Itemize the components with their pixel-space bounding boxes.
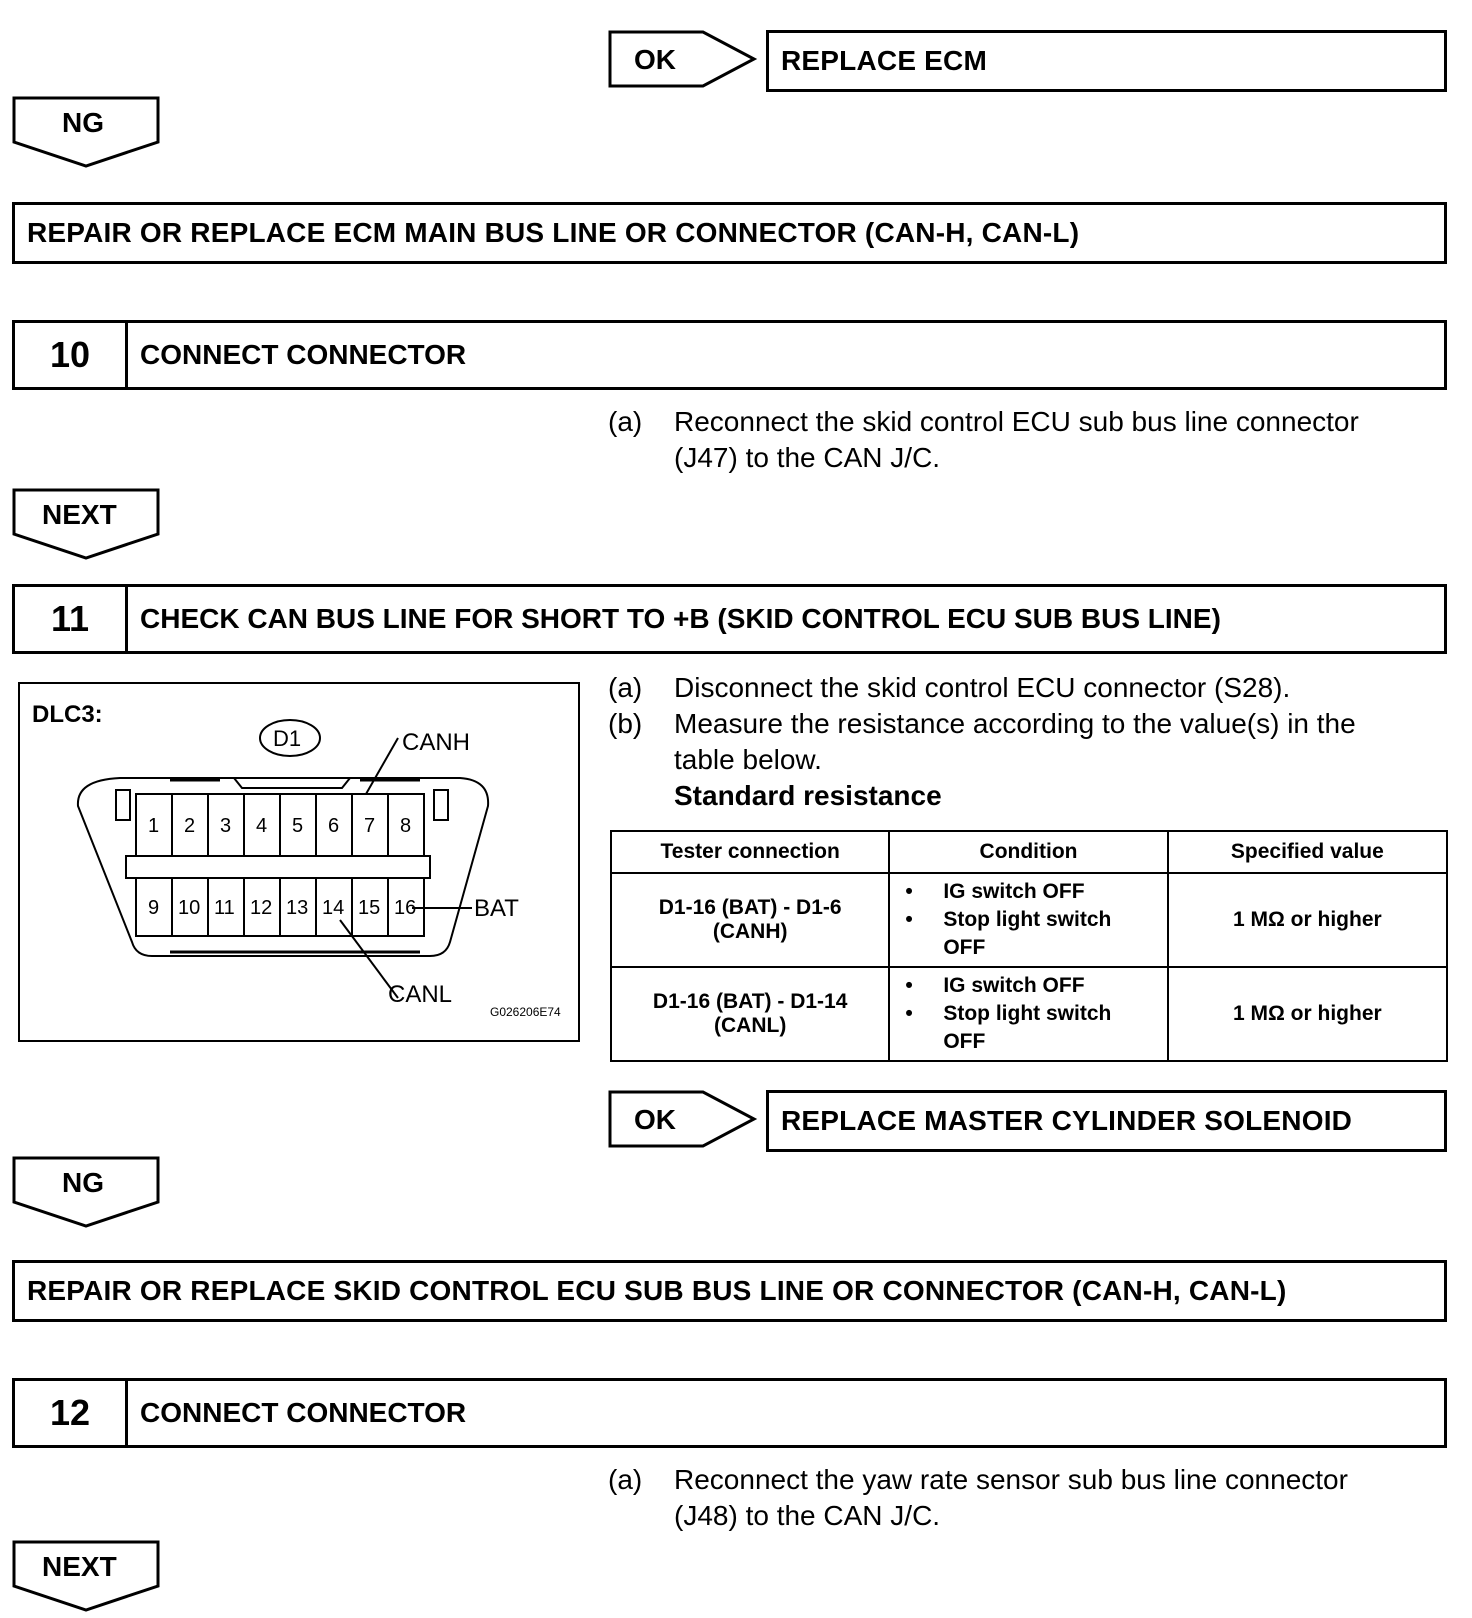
step-12-number: 12 [15, 1381, 128, 1445]
top-pin-row [136, 794, 424, 856]
replace-ecm-box [766, 30, 1447, 92]
condition-item: • IG switch OFF [891, 972, 1165, 1000]
step-10-number: 10 [15, 323, 128, 387]
instruction-label: (a) [608, 672, 643, 703]
header-tester-connection: Tester connection [611, 831, 889, 873]
instruction-item [608, 404, 1448, 476]
connector-center-bar [126, 856, 430, 878]
instruction-line: (J48) to the CAN J/C. [674, 1500, 941, 1531]
cell-specified-value: 1 MΩ or higher [1168, 967, 1447, 1061]
pin-label: 3 [220, 815, 232, 837]
left-latch [116, 790, 130, 820]
cell-condition [889, 967, 1167, 1061]
bottom-pin-row [136, 878, 424, 936]
instruction-label: (b) [608, 708, 643, 739]
pin-label: 11 [214, 897, 235, 919]
condition-item: • IG switch OFF [891, 878, 1165, 906]
pin-label: 16 [394, 897, 417, 919]
instruction-label: (a) [608, 1464, 643, 1495]
step-11-title: CHECK CAN BUS LINE FOR SHORT TO +B (SKID CONTROL ECU SUB BUS LINE) [140, 603, 1221, 634]
table-row [611, 873, 1447, 967]
next-arrow-step12 [12, 1540, 162, 1612]
instruction-line: Disconnect the skid control ECU connector (S28). [674, 672, 1291, 703]
cell-condition [889, 873, 1167, 967]
resistance-table [610, 830, 1448, 1062]
step-11-header [12, 584, 1447, 654]
pin-label: 12 [250, 897, 273, 919]
instruction-line: Reconnect the skid control ECU sub bus line connector [674, 406, 1359, 437]
pin-label: 1 [148, 815, 160, 837]
pin-label: 9 [148, 897, 160, 919]
step-10-instructions [608, 404, 1448, 476]
step-11-number: 11 [15, 587, 128, 651]
pin-label: 6 [328, 815, 340, 837]
pin-label: 13 [286, 897, 309, 919]
ok-arrow-step9 [608, 30, 758, 88]
bat-label: BAT [474, 895, 519, 922]
pin-label: 10 [178, 897, 201, 919]
step-12-instructions [608, 1462, 1448, 1534]
pin-label: 14 [322, 897, 345, 919]
right-latch [434, 790, 448, 820]
condition-item: • Stop light switch OFF [891, 906, 1165, 962]
canh-label: CANH [402, 729, 471, 756]
pin-label: 4 [256, 815, 268, 837]
repair-ecm-bus-text: REPAIR OR REPLACE ECM MAIN BUS LINE OR CONNECTOR (CAN-H, CAN-L) [27, 217, 1080, 248]
dlc3-diagram [18, 682, 580, 1042]
pin-label: 2 [184, 815, 196, 837]
next-arrow-step10 [12, 488, 162, 560]
ng-arrow-step9 [12, 96, 162, 168]
instruction-item [608, 670, 1448, 706]
step-10-header [12, 320, 1447, 390]
table-row [611, 967, 1447, 1061]
replace-master-cylinder-text: REPLACE MASTER CYLINDER SOLENOID [781, 1105, 1353, 1136]
ng-arrow-step11 [12, 1156, 162, 1228]
repair-skid-bus-box [12, 1260, 1447, 1322]
canl-label: CANL [388, 981, 453, 1008]
dlc3-title: DLC3: [32, 701, 103, 728]
table-header-row [611, 831, 1447, 873]
ok-arrow-label: OK [634, 1104, 676, 1135]
next-arrow-label: NEXT [42, 1551, 117, 1582]
instruction-item [608, 1462, 1448, 1534]
ng-arrow-label: NG [62, 1167, 104, 1198]
instruction-line: Measure the resistance according to the value(s) in the [674, 708, 1356, 739]
next-arrow-label: NEXT [42, 499, 117, 530]
instruction-item [608, 706, 1448, 814]
header-condition: Condition [889, 831, 1167, 873]
pin-label: 8 [400, 815, 412, 837]
connector-id: D1 [273, 726, 302, 751]
pin-label: 15 [358, 897, 381, 919]
connector-key-notch [234, 778, 350, 788]
replace-master-cylinder-box [766, 1090, 1447, 1152]
instruction-line: Reconnect the yaw rate sensor sub bus line connector [674, 1464, 1348, 1495]
dlc3-connector-figure [20, 684, 578, 1040]
ok-arrow-label: OK [634, 44, 676, 75]
repair-skid-bus-text: REPAIR OR REPLACE SKID CONTROL ECU SUB BUS LINE OR CONNECTOR (CAN-H, CAN-L) [27, 1275, 1287, 1306]
step-10-title: CONNECT CONNECTOR [140, 339, 467, 370]
instruction-line: (J47) to the CAN J/C. [674, 442, 941, 473]
cell-specified-value: 1 MΩ or higher [1168, 873, 1447, 967]
standard-heading: Standard resistance [674, 780, 942, 811]
pin-label: 5 [292, 815, 304, 837]
pin-label: 7 [364, 815, 376, 837]
instruction-line: table below. [674, 744, 822, 775]
figure-code: G026206E74 [490, 1005, 561, 1019]
ok-arrow-step11 [608, 1090, 758, 1148]
ng-arrow-label: NG [62, 107, 104, 138]
cell-connection: D1-16 (BAT) - D1-14 (CANL) [611, 967, 889, 1061]
header-specified-value: Specified value [1168, 831, 1447, 873]
condition-item: • Stop light switch OFF [891, 1000, 1165, 1056]
step-12-title: CONNECT CONNECTOR [140, 1397, 467, 1428]
replace-ecm-text: REPLACE ECM [781, 45, 987, 76]
step-11-instructions [608, 670, 1448, 814]
step-12-header [12, 1378, 1447, 1448]
repair-ecm-bus-box [12, 202, 1447, 264]
instruction-label: (a) [608, 406, 643, 437]
cell-connection: D1-16 (BAT) - D1-6 (CANH) [611, 873, 889, 967]
